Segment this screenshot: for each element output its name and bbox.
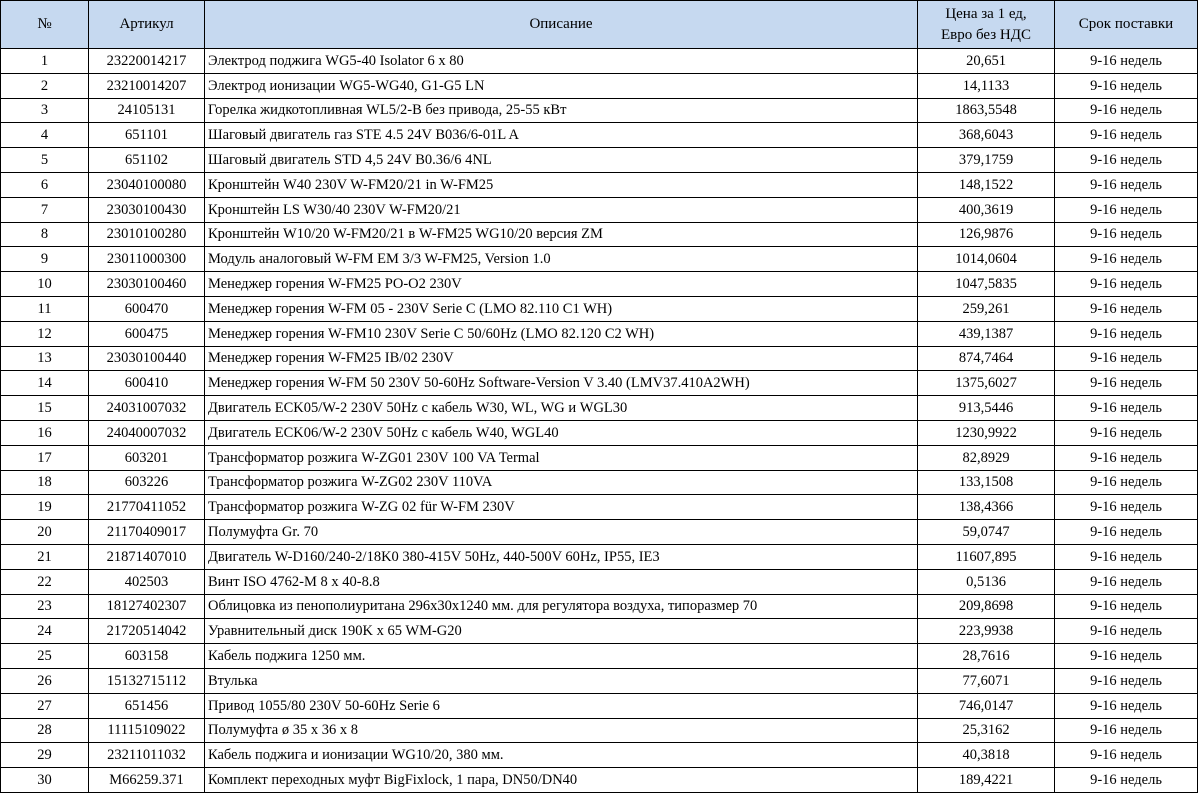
description-cell: Электрод ионизации WG5-WG40, G1-G5 LN <box>205 73 918 98</box>
description-cell: Менеджер горения W-FM 50 230V 50-60Hz Software-Version V 3.40 (LMV37.410A2WH) <box>205 371 918 396</box>
delivery-term-cell: 9-16 недель <box>1055 197 1198 222</box>
header-price-line2: Евро без НДС <box>940 26 1031 43</box>
description-cell: Кронштейн LS W30/40 230V W-FM20/21 <box>205 197 918 222</box>
description-cell: Электрод поджига WG5-40 Isolator 6 x 80 <box>205 49 918 74</box>
article-cell: 21720514042 <box>89 619 205 644</box>
table-row <box>1 693 1198 718</box>
delivery-term-cell: 9-16 недель <box>1055 222 1198 247</box>
article-cell: 603201 <box>89 445 205 470</box>
table-row <box>1 644 1198 669</box>
price-cell: 133,1508 <box>918 470 1055 495</box>
article-cell: 23011000300 <box>89 247 205 272</box>
price-cell: 913,5446 <box>918 396 1055 421</box>
table-row <box>1 197 1198 222</box>
delivery-term-cell: 9-16 недель <box>1055 420 1198 445</box>
table-row <box>1 619 1198 644</box>
row-number-cell: 13 <box>1 346 89 371</box>
row-number-cell: 25 <box>1 644 89 669</box>
delivery-term-cell: 9-16 недель <box>1055 470 1198 495</box>
price-cell: 1375,6027 <box>918 371 1055 396</box>
description-cell: Полумуфта ø 35 x 36 x 8 <box>205 718 918 743</box>
price-cell: 439,1387 <box>918 321 1055 346</box>
price-cell: 400,3619 <box>918 197 1055 222</box>
article-cell: M66259.371 <box>89 768 205 793</box>
header-description: Описание <box>205 1 918 49</box>
delivery-term-cell: 9-16 недель <box>1055 768 1198 793</box>
delivery-term-cell: 9-16 недель <box>1055 495 1198 520</box>
price-cell: 40,3818 <box>918 743 1055 768</box>
price-cell: 746,0147 <box>918 693 1055 718</box>
article-cell: 651102 <box>89 148 205 173</box>
row-number-cell: 2 <box>1 73 89 98</box>
delivery-term-cell: 9-16 недель <box>1055 272 1198 297</box>
description-cell: Привод 1055/80 230V 50-60Hz Serie 6 <box>205 693 918 718</box>
row-number-cell: 4 <box>1 123 89 148</box>
description-cell: Винт ISO 4762-M 8 x 40-8.8 <box>205 569 918 594</box>
description-cell: Горелка жидкотопливная WL5/2-B без привода, 25-55 кВт <box>205 98 918 123</box>
delivery-term-cell: 9-16 недель <box>1055 718 1198 743</box>
row-number-cell: 27 <box>1 693 89 718</box>
article-cell: 600470 <box>89 296 205 321</box>
delivery-term-cell: 9-16 недель <box>1055 346 1198 371</box>
description-cell: Трансформатор розжига W-ZG02 230V 110VA <box>205 470 918 495</box>
delivery-term-cell: 9-16 недель <box>1055 644 1198 669</box>
table-row <box>1 668 1198 693</box>
description-cell: Трансформатор розжига W-ZG01 230V 100 VA Termal <box>205 445 918 470</box>
article-cell: 23010100280 <box>89 222 205 247</box>
delivery-term-cell: 9-16 недель <box>1055 619 1198 644</box>
description-cell: Шаговый двигатель STD 4,5 24V B0.36/6 4NL <box>205 148 918 173</box>
delivery-term-cell: 9-16 недель <box>1055 668 1198 693</box>
delivery-term-cell: 9-16 недель <box>1055 520 1198 545</box>
delivery-term-cell: 9-16 недель <box>1055 49 1198 74</box>
description-cell: Трансформатор розжига W-ZG 02 für W-FM 230V <box>205 495 918 520</box>
article-cell: 21871407010 <box>89 544 205 569</box>
row-number-cell: 6 <box>1 172 89 197</box>
article-cell: 651101 <box>89 123 205 148</box>
delivery-term-cell: 9-16 недель <box>1055 569 1198 594</box>
article-cell: 402503 <box>89 569 205 594</box>
delivery-term-cell: 9-16 недель <box>1055 396 1198 421</box>
delivery-term-cell: 9-16 недель <box>1055 321 1198 346</box>
row-number-cell: 23 <box>1 594 89 619</box>
article-cell: 21170409017 <box>89 520 205 545</box>
description-cell: Двигатель ECK05/W-2 230V 50Hz с кабель W30, WL, WG и WGL30 <box>205 396 918 421</box>
price-cell: 874,7464 <box>918 346 1055 371</box>
article-cell: 24105131 <box>89 98 205 123</box>
description-cell: Модуль аналоговый W-FM EM 3/3 W-FM25, Version 1.0 <box>205 247 918 272</box>
price-cell: 11607,895 <box>918 544 1055 569</box>
row-number-cell: 22 <box>1 569 89 594</box>
price-cell: 14,1133 <box>918 73 1055 98</box>
price-cell: 59,0747 <box>918 520 1055 545</box>
price-cell: 259,261 <box>918 296 1055 321</box>
article-cell: 18127402307 <box>89 594 205 619</box>
row-number-cell: 30 <box>1 768 89 793</box>
header-number: № <box>1 1 89 49</box>
price-cell: 379,1759 <box>918 148 1055 173</box>
header-delivery-term: Срок поставки <box>1055 1 1198 49</box>
article-cell: 23211011032 <box>89 743 205 768</box>
article-cell: 23220014217 <box>89 49 205 74</box>
price-cell: 25,3162 <box>918 718 1055 743</box>
table-row <box>1 718 1198 743</box>
description-cell: Кабель поджига 1250 мм. <box>205 644 918 669</box>
price-cell: 1230,9922 <box>918 420 1055 445</box>
table-row <box>1 743 1198 768</box>
header-price-line1: Цена за 1 ед, <box>945 5 1027 22</box>
delivery-term-cell: 9-16 недель <box>1055 247 1198 272</box>
price-cell: 0,5136 <box>918 569 1055 594</box>
delivery-term-cell: 9-16 недель <box>1055 73 1198 98</box>
row-number-cell: 17 <box>1 445 89 470</box>
delivery-term-cell: 9-16 недель <box>1055 445 1198 470</box>
row-number-cell: 20 <box>1 520 89 545</box>
price-cell: 189,4221 <box>918 768 1055 793</box>
description-cell: Менеджер горения W-FM 05 - 230V Serie C (LMO 82.110 C1 WH) <box>205 296 918 321</box>
row-number-cell: 9 <box>1 247 89 272</box>
description-cell: Двигатель ECK06/W-2 230V 50Hz с кабель W40, WGL40 <box>205 420 918 445</box>
article-cell: 23040100080 <box>89 172 205 197</box>
price-cell: 1014,0604 <box>918 247 1055 272</box>
table-row <box>1 470 1198 495</box>
row-number-cell: 8 <box>1 222 89 247</box>
table-row <box>1 445 1198 470</box>
table-header-row <box>1 1 1198 49</box>
article-cell: 15132715112 <box>89 668 205 693</box>
description-cell: Полумуфта Gr. 70 <box>205 520 918 545</box>
table-row <box>1 768 1198 793</box>
article-cell: 23030100430 <box>89 197 205 222</box>
table-row <box>1 123 1198 148</box>
description-cell: Менеджер горения W-FM25 IB/02 230V <box>205 346 918 371</box>
description-cell: Двигатель W-D160/240-2/18K0 380-415V 50Hz, 440-500V 60Hz, IP55, IE3 <box>205 544 918 569</box>
table-row <box>1 73 1198 98</box>
table-row <box>1 172 1198 197</box>
article-cell: 651456 <box>89 693 205 718</box>
row-number-cell: 14 <box>1 371 89 396</box>
table-row <box>1 569 1198 594</box>
price-cell: 148,1522 <box>918 172 1055 197</box>
delivery-term-cell: 9-16 недель <box>1055 172 1198 197</box>
article-cell: 600410 <box>89 371 205 396</box>
article-cell: 600475 <box>89 321 205 346</box>
table-row <box>1 520 1198 545</box>
price-cell: 28,7616 <box>918 644 1055 669</box>
row-number-cell: 5 <box>1 148 89 173</box>
table-row <box>1 296 1198 321</box>
table-row <box>1 49 1198 74</box>
delivery-term-cell: 9-16 недель <box>1055 743 1198 768</box>
row-number-cell: 3 <box>1 98 89 123</box>
table-row <box>1 544 1198 569</box>
description-cell: Уравнительный диск 190K x 65 WM-G20 <box>205 619 918 644</box>
description-cell: Менеджер горения W-FM25 PO-O2 230V <box>205 272 918 297</box>
article-cell: 23030100440 <box>89 346 205 371</box>
price-cell: 138,4366 <box>918 495 1055 520</box>
row-number-cell: 16 <box>1 420 89 445</box>
table-row <box>1 396 1198 421</box>
row-number-cell: 10 <box>1 272 89 297</box>
row-number-cell: 12 <box>1 321 89 346</box>
delivery-term-cell: 9-16 недель <box>1055 693 1198 718</box>
row-number-cell: 24 <box>1 619 89 644</box>
delivery-term-cell: 9-16 недель <box>1055 98 1198 123</box>
header-article: Артикул <box>89 1 205 49</box>
description-cell: Облицовка из пенополиуритана 296x30x1240 мм. для регулятора воздуха, типоразмер 70 <box>205 594 918 619</box>
article-cell: 23030100460 <box>89 272 205 297</box>
description-cell: Кабель поджига и ионизации WG10/20, 380 мм. <box>205 743 918 768</box>
header-price <box>918 1 1055 49</box>
description-cell: Втулька <box>205 668 918 693</box>
article-cell: 603226 <box>89 470 205 495</box>
article-cell: 603158 <box>89 644 205 669</box>
price-cell: 1863,5548 <box>918 98 1055 123</box>
price-cell: 209,8698 <box>918 594 1055 619</box>
table-row <box>1 321 1198 346</box>
row-number-cell: 7 <box>1 197 89 222</box>
price-cell: 126,9876 <box>918 222 1055 247</box>
article-cell: 21770411052 <box>89 495 205 520</box>
row-number-cell: 1 <box>1 49 89 74</box>
delivery-term-cell: 9-16 недель <box>1055 544 1198 569</box>
description-cell: Комплект переходных муфт BigFixlock, 1 пара, DN50/DN40 <box>205 768 918 793</box>
row-number-cell: 15 <box>1 396 89 421</box>
description-cell: Менеджер горения W-FM10 230V Serie C 50/60Hz (LMO 82.120 C2 WH) <box>205 321 918 346</box>
row-number-cell: 11 <box>1 296 89 321</box>
delivery-term-cell: 9-16 недель <box>1055 296 1198 321</box>
table-row <box>1 247 1198 272</box>
article-cell: 24040007032 <box>89 420 205 445</box>
table-row <box>1 346 1198 371</box>
price-cell: 368,6043 <box>918 123 1055 148</box>
row-number-cell: 28 <box>1 718 89 743</box>
article-cell: 24031007032 <box>89 396 205 421</box>
row-number-cell: 26 <box>1 668 89 693</box>
table-row <box>1 594 1198 619</box>
price-cell: 77,6071 <box>918 668 1055 693</box>
row-number-cell: 18 <box>1 470 89 495</box>
row-number-cell: 29 <box>1 743 89 768</box>
price-cell: 20,651 <box>918 49 1055 74</box>
price-cell: 223,9938 <box>918 619 1055 644</box>
delivery-term-cell: 9-16 недель <box>1055 148 1198 173</box>
table-row <box>1 495 1198 520</box>
article-cell: 11115109022 <box>89 718 205 743</box>
row-number-cell: 19 <box>1 495 89 520</box>
table-row <box>1 272 1198 297</box>
price-cell: 82,8929 <box>918 445 1055 470</box>
table-row <box>1 371 1198 396</box>
delivery-term-cell: 9-16 недель <box>1055 123 1198 148</box>
table-row <box>1 222 1198 247</box>
description-cell: Кронштейн W40 230V W-FM20/21 in W-FM25 <box>205 172 918 197</box>
description-cell: Кронштейн W10/20 W-FM20/21 в W-FM25 WG10/20 версия ZM <box>205 222 918 247</box>
description-cell: Шаговый двигатель газ STE 4.5 24V B036/6-01L A <box>205 123 918 148</box>
article-cell: 23210014207 <box>89 73 205 98</box>
table-row <box>1 420 1198 445</box>
table-body <box>1 49 1198 793</box>
table-row <box>1 148 1198 173</box>
table-row <box>1 98 1198 123</box>
delivery-term-cell: 9-16 недель <box>1055 371 1198 396</box>
delivery-term-cell: 9-16 недель <box>1055 594 1198 619</box>
row-number-cell: 21 <box>1 544 89 569</box>
price-cell: 1047,5835 <box>918 272 1055 297</box>
